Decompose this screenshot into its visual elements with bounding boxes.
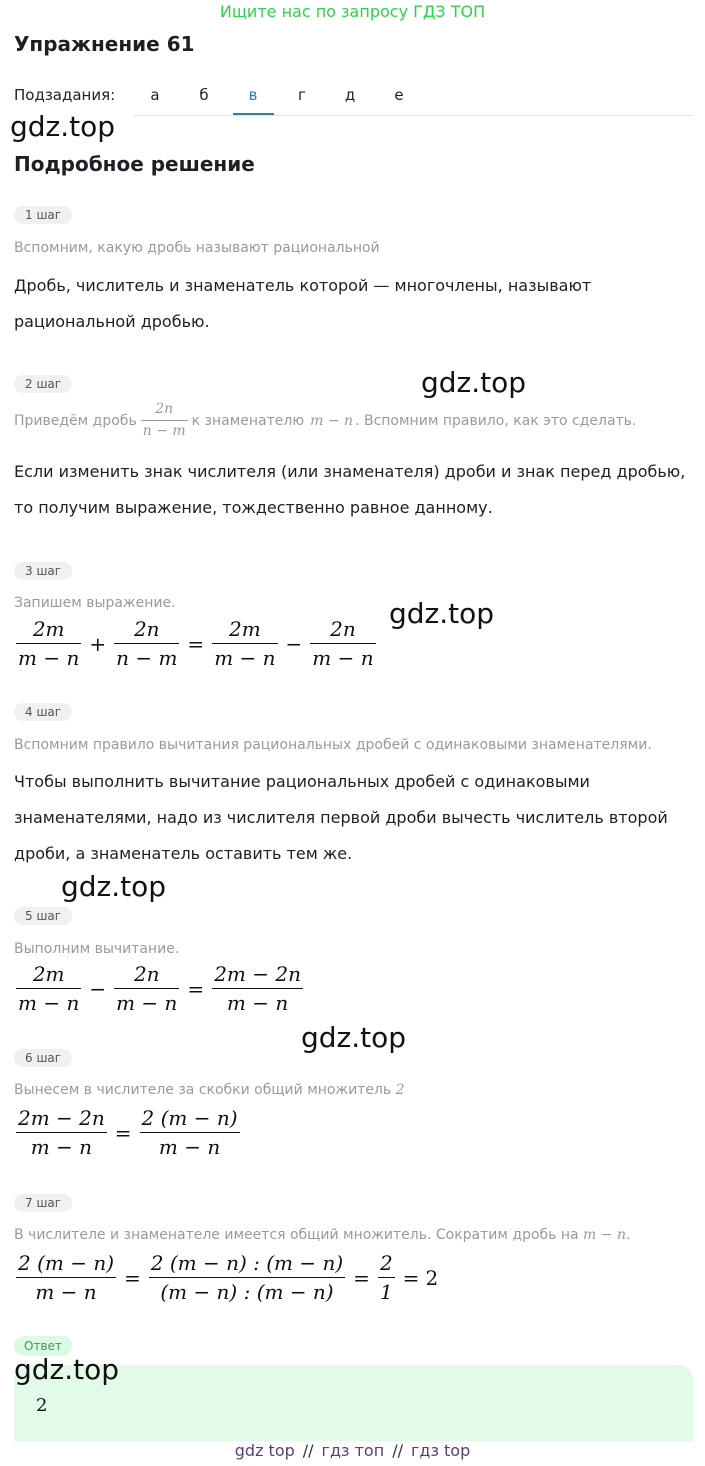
step-badge: 6 шаг [14,1049,72,1067]
equation [14,618,378,669]
fraction [140,1107,240,1158]
answer-badge: Ответ [14,1336,72,1356]
tab-b[interactable]: б [199,86,209,104]
minus-sign: − [89,976,107,1001]
tab-v[interactable]: в [248,86,258,104]
plus-sign: + [89,631,107,656]
hint-text: . [625,1227,631,1243]
denominator: m − n [226,991,289,1015]
denominator: m − n [18,991,80,1015]
denominator: m − n [312,646,374,670]
fraction [16,1107,107,1158]
denominator: m − n [158,1135,221,1159]
watermark: gdz.top [10,110,116,143]
tabs-divider [133,115,693,116]
watermark: gdz.top [421,366,527,399]
fraction [141,402,188,440]
fraction [114,618,179,669]
fraction-bar [141,420,188,421]
numerator: 2n [133,617,160,641]
step-badge: 3 шаг [14,562,72,580]
hint-text: В числителе и знаменателе имеется общий множитель. Сократим дробь на [14,1227,579,1243]
subtasks-label: Подзадания: [14,86,116,104]
tab-a[interactable]: а [150,86,160,104]
denominator: m − n [35,1280,97,1304]
fraction [378,1252,395,1303]
result-value: 2 [425,1265,439,1290]
fraction [16,963,81,1014]
footer-link[interactable]: гдз топ [321,1441,385,1460]
numerator: 2m [32,617,65,641]
numerator: 2n [155,401,174,417]
search-banner: Ищите нас по запросу ГДЗ ТОП [219,2,486,21]
hint-text: Приведём дробь [14,412,137,429]
minus-sign: − [285,631,303,656]
tab-d[interactable]: д [344,86,356,104]
numerator: 2m − 2n [214,962,301,986]
page-title: Упражнение 61 [14,32,195,56]
numerator: 2m [32,962,65,986]
watermark: gdz.top [14,1353,120,1386]
footer-link[interactable]: гдз top [410,1441,471,1460]
equation [14,1252,438,1303]
equals-sign: = [353,1265,370,1290]
equation [14,963,305,1014]
step-hint [14,402,636,440]
fraction-bar [16,988,81,989]
numerator: 2 (m − n) : (m − n) [150,1251,344,1275]
denominator: n − m [116,646,178,670]
fraction [16,618,81,669]
fraction-bar [212,643,277,644]
step-hint: Запишем выражение. [14,595,176,611]
numerator: 2 (m − n) [18,1251,115,1275]
step-hint [14,1227,630,1243]
fraction [149,1252,345,1303]
numerator: 2n [330,617,356,641]
fraction-bar [378,1277,395,1278]
watermark: gdz.top [61,870,167,903]
footer-separator: // [302,1441,314,1460]
fraction-bar [16,643,81,644]
fraction-bar [114,643,179,644]
fraction-bar [310,643,375,644]
fraction-bar [149,1277,345,1278]
hint-text: к знаменателю [191,412,305,429]
tab-g[interactable]: г [298,86,306,104]
step-text: Если изменить знак числителя (или знаменателя) дроби и знак перед дробью, то получим выражение, тождественно равное данному. [14,462,686,517]
step-badge: 4 шаг [14,703,72,721]
watermark: gdz.top [301,1021,407,1054]
footer-separator: // [392,1441,403,1460]
numerator: 2 (m − n) [141,1106,238,1130]
step-text: Дробь, числитель и знаменатель которой — многочлены, называют рациональной дробью. [14,276,592,331]
denominator: m − n [30,1135,93,1159]
math-inline: 2 [395,1082,405,1098]
fraction-bar [16,1132,107,1133]
equals-sign: = [124,1265,141,1290]
footer-links [0,1441,705,1460]
footer-link[interactable]: gdz top [234,1441,295,1460]
fraction [114,963,179,1014]
denominator: m − n [214,646,276,670]
equals-sign: = [187,976,205,1001]
denominator: m − n [18,646,80,670]
numerator: 2n [133,962,160,986]
fraction-bar [114,988,179,989]
tab-e[interactable]: е [394,86,404,104]
step-hint: Выполним вычитание. [14,941,180,957]
step-hint: Вспомним, какую дробь называют рациональной [14,240,380,256]
denominator: 1 [379,1280,393,1304]
denominator: (m − n) : (m − n) [160,1280,334,1304]
denominator: m − n [116,991,178,1015]
equation [14,1107,242,1158]
step-badge: 7 шаг [14,1194,72,1212]
equals-sign: = [114,1120,132,1145]
step-hint: Вспомним правило вычитания рациональных дробей с одинаковыми знаменателями. [14,737,652,753]
step-badge: 5 шаг [14,907,72,925]
numerator: 2m − 2n [18,1106,105,1130]
fraction-bar [16,1277,116,1278]
fraction-bar [140,1132,240,1133]
fraction [16,1252,116,1303]
equals-sign: = [402,1265,420,1290]
watermark: gdz.top [389,597,495,630]
math-inline: m − n [310,412,354,429]
hint-text: . Вспомним правило, как это сделать. [355,412,637,429]
fraction [212,618,277,669]
fraction [310,618,375,669]
numerator: 2 [379,1251,393,1275]
equals-sign: = [187,631,205,656]
step-badge: 1 шаг [14,206,72,224]
math-inline: m − n [583,1227,626,1243]
numerator: 2m [229,617,261,641]
step-hint [14,1082,405,1098]
step-text: Чтобы выполнить вычитание рациональных дробей с одинаковыми знаменателями, надо из числителя первой дроби вычесть числитель второй дроби, а знаменатель оставить тем же. [14,772,668,863]
step-badge: 2 шаг [14,375,72,393]
solution-heading: Подробное решение [14,152,255,176]
answer-value: 2 [36,1395,48,1416]
hint-text: Вынесем в числителе за скобки общий множитель [14,1082,392,1098]
active-tab-indicator [233,113,274,115]
fraction [212,963,303,1014]
denominator: n − m [142,423,186,440]
fraction-bar [212,988,303,989]
